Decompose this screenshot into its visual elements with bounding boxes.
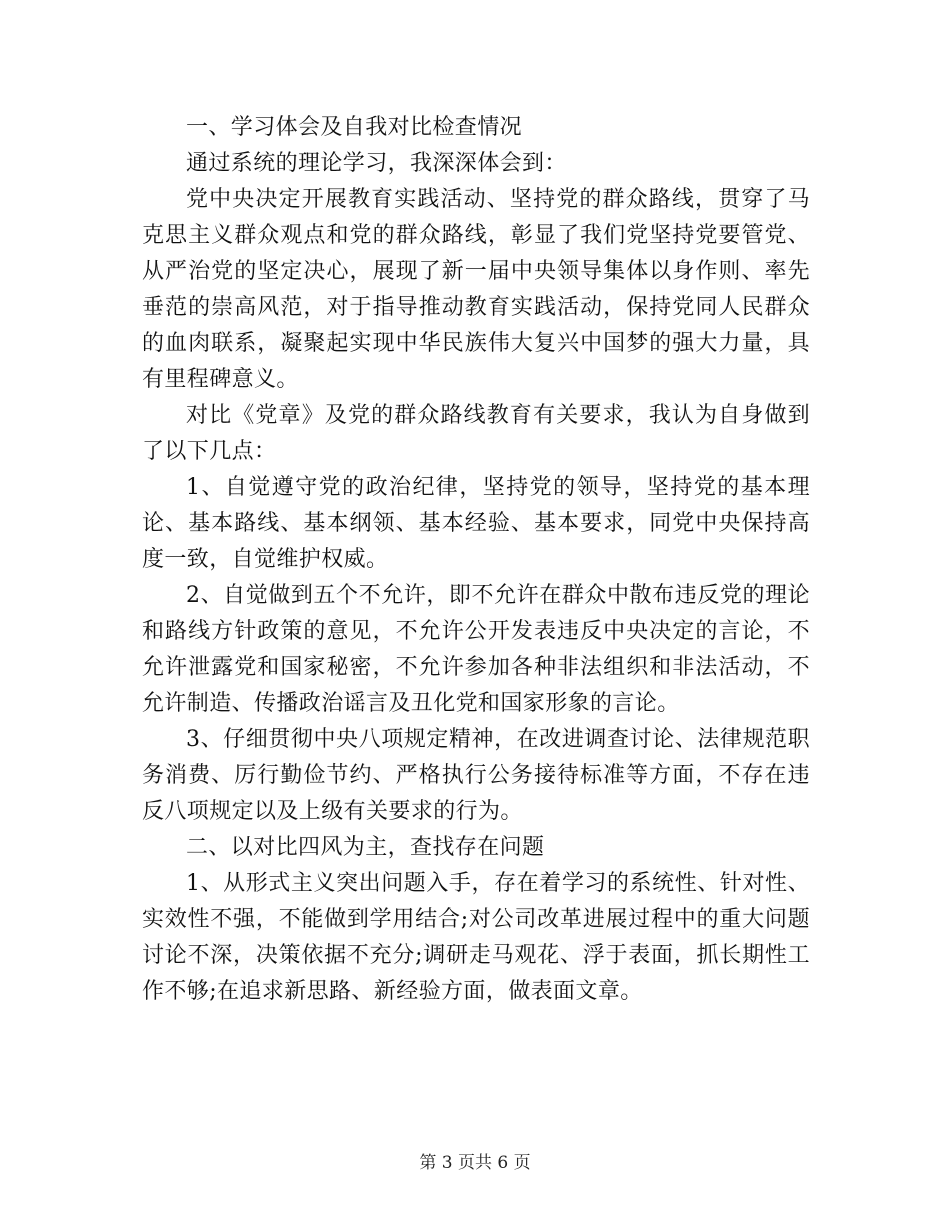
paragraph-point-3: 3、仔细贯彻中央八项规定精神，在改进调查讨论、法律规范职务消费、厉行勤俭节约、严格执行公务接待标准等方面，不存在违反八项规定以及上级有关要求的行为。 — [142, 727, 810, 824]
paragraph-problem-1: 1、从形式主义突出问题入手，存在着学习的系统性、针对性、实效性不强，不能做到学用结合;对公司改革进展过程中的重大问题讨论不深，决策依据不充分;调研走马观花、浮于表面，抓长期性工作不够;在追求新思路、新经验方面，做表面文章。 — [142, 871, 810, 1004]
section-heading-2: 二、以对比四风为主，查找存在问题 — [186, 835, 545, 860]
paragraph-comparison: 对比《党章》及党的群众路线教育有关要求，我认为自身做到了以下几点： — [142, 403, 810, 464]
paragraph-intro: 通过系统的理论学习，我深深体会到： — [186, 151, 567, 176]
document-body — [142, 110, 810, 1010]
paragraph-point-2: 2、自觉做到五个不允许，即不允许在群众中散布违反党的理论和路线方针政策的意见，不允许公开发表违反中央决定的言论，不允许泄露党和国家秘密，不允许参加各种非法组织和非法活动，不允许制造、传播政治谣言及丑化党和国家形象的言论。 — [142, 583, 810, 716]
page-number-footer: 第 3 页共 6 页 — [419, 1153, 531, 1173]
paragraph-point-1: 1、自觉遵守党的政治纪律，坚持党的领导，坚持党的基本理论、基本路线、基本纲领、基本经验、基本要求，同党中央保持高度一致，自觉维护权威。 — [142, 475, 810, 572]
paragraph-significance: 党中央决定开展教育实践活动、坚持党的群众路线，贯穿了马克思主义群众观点和党的群众路线，彰显了我们党坚持党要管党、从严治党的坚定决心，展现了新一届中央领导集体以身作则、率先垂范的崇高风范，对于指导推动教育实践活动，保持党同人民群众的血肉联系，凝聚起实现中华民族伟大复兴中国梦的强大力量，具有里程碑意义。 — [142, 187, 810, 392]
section-heading-1: 一、学习体会及自我对比检查情况 — [186, 115, 523, 140]
